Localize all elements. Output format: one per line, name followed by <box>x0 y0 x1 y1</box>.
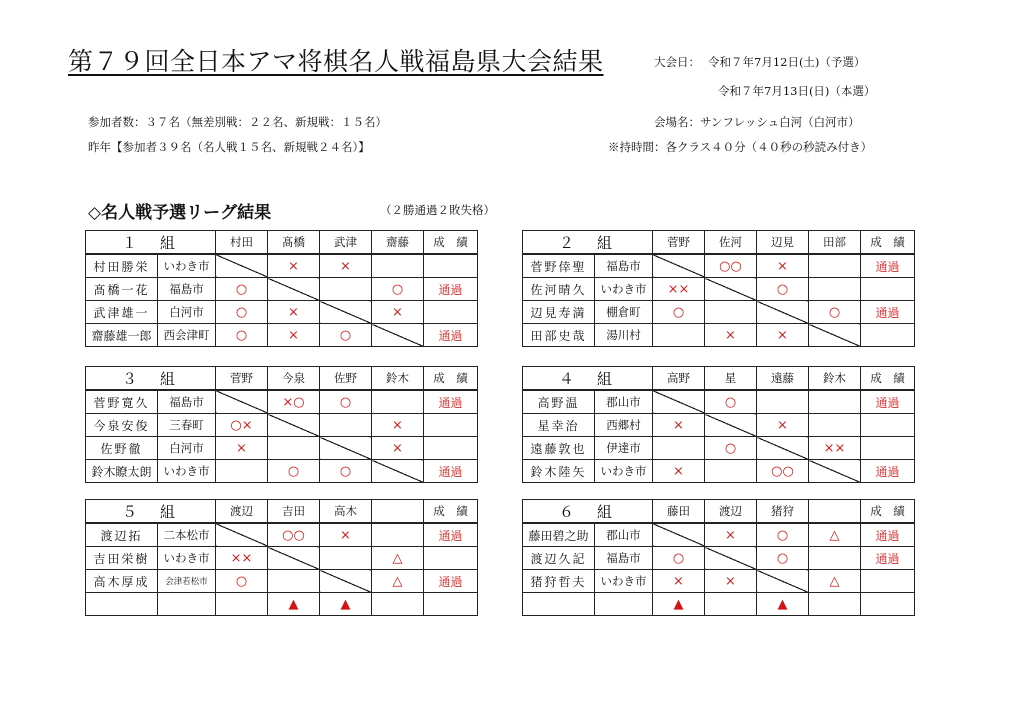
match-result-cell <box>216 460 268 483</box>
match-result-cell: ○ <box>320 390 372 414</box>
player-row <box>86 523 478 547</box>
player-name: 鈴木陸矢 <box>523 460 595 483</box>
match-result-cell <box>216 593 268 616</box>
standing-result: 通過 <box>861 254 915 278</box>
player-city: 郡山市 <box>595 523 653 547</box>
match-result-cell: ○ <box>320 324 372 347</box>
match-result-cell: ○ <box>216 301 268 324</box>
standing-result: 通過 <box>861 523 915 547</box>
player-city: いわき市 <box>158 460 216 483</box>
match-result-cell: ○ <box>216 570 268 593</box>
match-result-cell: ○ <box>653 547 705 570</box>
match-result-cell <box>705 593 757 616</box>
player-city: 白河市 <box>158 301 216 324</box>
player-name: 渡辺久記 <box>523 547 595 570</box>
section-title: ◇名人戦予選リーグ結果 <box>88 203 272 223</box>
league-table-group-1 <box>85 230 478 347</box>
player-name: 鈴木瞭太朗 <box>86 460 158 483</box>
player-name <box>523 593 595 616</box>
match-result-cell <box>705 460 757 483</box>
match-result-cell <box>216 254 268 278</box>
match-result-cell <box>653 437 705 460</box>
match-result-cell: × <box>372 414 424 437</box>
player-row <box>523 254 915 278</box>
opponent-header: 渡辺 <box>705 500 757 524</box>
match-result-cell <box>809 593 861 616</box>
match-result-cell: ○× <box>216 414 268 437</box>
player-city: 伊達市 <box>595 437 653 460</box>
standing-result: 通過 <box>861 460 915 483</box>
triangle-marker: ▲ <box>268 593 320 616</box>
match-result-cell: △ <box>372 570 424 593</box>
result-header: 成 績 <box>861 367 915 391</box>
match-result-cell <box>268 278 320 301</box>
opponent-header: 菅野 <box>653 231 705 255</box>
opponent-header: 髙橋 <box>268 231 320 255</box>
standing-result <box>424 414 478 437</box>
player-city <box>595 593 653 616</box>
match-result-cell: × <box>372 437 424 460</box>
last-year-note: 昨年【参加者３９名（名人戦１５名、新規戦２４名）】 <box>88 140 370 154</box>
opponent-header: 齋藤 <box>372 231 424 255</box>
section-rule: （２勝通過２敗失格） <box>380 203 495 217</box>
match-result-cell <box>372 523 424 547</box>
player-name: 吉田栄樹 <box>86 547 158 570</box>
player-row <box>523 278 915 301</box>
player-city: 福島市 <box>158 278 216 301</box>
group-label: ５ 組 <box>86 500 216 524</box>
match-result-cell <box>320 437 372 460</box>
opponent-header: 渡辺 <box>216 500 268 524</box>
player-row <box>86 278 478 301</box>
match-result-cell <box>809 324 861 347</box>
group-label: ４ 組 <box>523 367 653 391</box>
opponent-header: 辺見 <box>757 231 809 255</box>
player-row <box>86 437 478 460</box>
opponent-header: 高木 <box>320 500 372 524</box>
match-result-cell <box>757 301 809 324</box>
player-city: 白河市 <box>158 437 216 460</box>
match-result-cell: ○ <box>216 278 268 301</box>
match-result-cell: × <box>705 523 757 547</box>
player-name: 猪狩哲夫 <box>523 570 595 593</box>
match-result-cell: × <box>653 570 705 593</box>
match-result-cell: △ <box>809 523 861 547</box>
player-row <box>523 437 915 460</box>
match-result-cell: × <box>268 254 320 278</box>
participants-count: 参加者数：３７名（無差別戦：２２名、新規戦：１５名） <box>88 115 387 129</box>
group-label: １ 組 <box>86 231 216 255</box>
match-result-cell: ○ <box>757 547 809 570</box>
player-row <box>86 570 478 593</box>
player-row <box>523 460 915 483</box>
match-result-cell: ×× <box>216 547 268 570</box>
player-name: 辺見寿満 <box>523 301 595 324</box>
player-row <box>523 570 915 593</box>
opponent-header: 遠藤 <box>757 367 809 391</box>
match-result-cell: × <box>268 301 320 324</box>
player-name: 渡辺拓 <box>86 523 158 547</box>
standing-result <box>861 278 915 301</box>
opponent-header: 星 <box>705 367 757 391</box>
match-result-cell <box>653 254 705 278</box>
match-result-cell: ○ <box>268 460 320 483</box>
player-row <box>86 547 478 570</box>
result-header: 成 績 <box>424 231 478 255</box>
tournament-date-prelim <box>654 54 865 70</box>
date-label: 大会日： <box>654 55 700 69</box>
match-result-cell: × <box>653 414 705 437</box>
standing-result <box>424 437 478 460</box>
standing-result: 通過 <box>861 301 915 324</box>
standing-result <box>861 593 915 616</box>
player-name: 菅野寛久 <box>86 390 158 414</box>
group-label: ６ 組 <box>523 500 653 524</box>
standing-result: 通過 <box>424 390 478 414</box>
player-city: 棚倉町 <box>595 301 653 324</box>
standing-result <box>861 570 915 593</box>
league-table-group-2 <box>522 230 915 347</box>
match-result-cell <box>809 460 861 483</box>
match-result-cell <box>268 570 320 593</box>
league-table-group-3 <box>85 366 478 483</box>
match-result-cell: ×× <box>653 278 705 301</box>
match-result-cell <box>809 547 861 570</box>
opponent-header <box>372 500 424 524</box>
match-result-cell <box>757 390 809 414</box>
standing-result <box>424 547 478 570</box>
standing-result <box>861 324 915 347</box>
match-result-cell <box>809 414 861 437</box>
triangle-marker: ▲ <box>320 593 372 616</box>
date-prelim: 令和７年7月12日(土)（予選） <box>708 55 866 69</box>
player-row <box>523 301 915 324</box>
match-result-cell: × <box>757 414 809 437</box>
standing-result <box>861 437 915 460</box>
triangle-marker: ▲ <box>757 593 809 616</box>
player-name: 佐野徹 <box>86 437 158 460</box>
opponent-header: 高野 <box>653 367 705 391</box>
match-result-cell: ○ <box>705 437 757 460</box>
player-city: 湯川村 <box>595 324 653 347</box>
player-name: 齋藤雄一郎 <box>86 324 158 347</box>
match-result-cell <box>320 278 372 301</box>
match-result-cell <box>757 570 809 593</box>
match-result-cell <box>372 390 424 414</box>
match-result-cell <box>268 547 320 570</box>
page-title: 第７９回全日本アマ将棋名人戦福島県大会結果 <box>68 47 604 76</box>
player-row <box>523 593 915 616</box>
standing-result: 通過 <box>861 547 915 570</box>
league-table-group-5 <box>85 499 478 616</box>
player-row <box>86 254 478 278</box>
opponent-header: 今泉 <box>268 367 320 391</box>
match-result-cell: ○○ <box>268 523 320 547</box>
match-result-cell: ○ <box>705 390 757 414</box>
match-result-cell: ×○ <box>268 390 320 414</box>
player-name: 髙橋一花 <box>86 278 158 301</box>
opponent-header: 武津 <box>320 231 372 255</box>
player-row <box>86 301 478 324</box>
match-result-cell: × <box>268 324 320 347</box>
player-city: 西郷村 <box>595 414 653 437</box>
result-header: 成 績 <box>424 500 478 524</box>
opponent-header: 鈴木 <box>809 367 861 391</box>
standing-result: 通過 <box>424 324 478 347</box>
match-result-cell <box>268 414 320 437</box>
standing-result: 通過 <box>424 523 478 547</box>
player-name: 遠藤敦也 <box>523 437 595 460</box>
match-result-cell <box>653 523 705 547</box>
result-header: 成 績 <box>424 367 478 391</box>
player-name: 武津雄一 <box>86 301 158 324</box>
result-header: 成 績 <box>861 500 915 524</box>
match-result-cell <box>320 547 372 570</box>
opponent-header: 村田 <box>216 231 268 255</box>
opponent-header: 佐河 <box>705 231 757 255</box>
opponent-header: 田部 <box>809 231 861 255</box>
match-result-cell <box>372 324 424 347</box>
match-result-cell: × <box>372 301 424 324</box>
standing-result: 通過 <box>424 278 478 301</box>
league-table-group-6 <box>522 499 915 616</box>
match-result-cell <box>372 460 424 483</box>
match-result-cell: ×× <box>809 437 861 460</box>
opponent-header: 鈴木 <box>372 367 424 391</box>
player-city: いわき市 <box>158 254 216 278</box>
match-result-cell <box>372 254 424 278</box>
player-row <box>86 324 478 347</box>
player-city: 二本松市 <box>158 523 216 547</box>
match-result-cell <box>320 570 372 593</box>
opponent-header <box>809 500 861 524</box>
match-result-cell: ○ <box>809 301 861 324</box>
match-result-cell: ○○ <box>705 254 757 278</box>
match-result-cell: × <box>757 254 809 278</box>
player-name: 村田勝栄 <box>86 254 158 278</box>
player-city: 郡山市 <box>595 390 653 414</box>
match-result-cell: ○ <box>757 523 809 547</box>
venue: 会場名：サンフレッシュ白河（白河市） <box>654 115 860 129</box>
player-city: 西会津町 <box>158 324 216 347</box>
player-name: 佐河晴久 <box>523 278 595 301</box>
player-city: 福島市 <box>595 547 653 570</box>
player-name: 高木厚成 <box>86 570 158 593</box>
match-result-cell: △ <box>809 570 861 593</box>
standing-result: 通過 <box>861 390 915 414</box>
player-row <box>86 593 478 616</box>
player-city: いわき市 <box>158 547 216 570</box>
player-city: 福島市 <box>158 390 216 414</box>
standing-result: 通過 <box>424 570 478 593</box>
match-result-cell: ○ <box>372 278 424 301</box>
match-result-cell <box>809 278 861 301</box>
match-result-cell <box>705 547 757 570</box>
player-city: 福島市 <box>595 254 653 278</box>
player-row <box>86 390 478 414</box>
player-name <box>86 593 158 616</box>
opponent-header: 菅野 <box>216 367 268 391</box>
match-result-cell <box>809 254 861 278</box>
standing-result: 通過 <box>424 460 478 483</box>
match-result-cell <box>809 390 861 414</box>
match-result-cell <box>653 324 705 347</box>
match-result-cell <box>653 390 705 414</box>
standing-result <box>424 593 478 616</box>
player-name: 田部史哉 <box>523 324 595 347</box>
match-result-cell: × <box>653 460 705 483</box>
player-name: 藤田碧之助 <box>523 523 595 547</box>
player-row <box>523 324 915 347</box>
player-row <box>86 460 478 483</box>
player-row <box>523 547 915 570</box>
time-limit: ※持時間：各クラス４０分（４０秒の秒読み付き） <box>608 140 873 154</box>
match-result-cell: ○ <box>216 324 268 347</box>
match-result-cell: × <box>705 324 757 347</box>
match-result-cell: ○ <box>320 460 372 483</box>
match-result-cell: × <box>757 324 809 347</box>
match-result-cell <box>705 414 757 437</box>
player-row <box>523 523 915 547</box>
player-name: 高野温 <box>523 390 595 414</box>
group-label: ３ 組 <box>86 367 216 391</box>
match-result-cell <box>705 278 757 301</box>
player-row <box>86 414 478 437</box>
player-name: 今泉安俊 <box>86 414 158 437</box>
match-result-cell: ○ <box>653 301 705 324</box>
match-result-cell <box>372 593 424 616</box>
result-header: 成 績 <box>861 231 915 255</box>
match-result-cell: × <box>320 254 372 278</box>
triangle-marker: ▲ <box>653 593 705 616</box>
player-row <box>523 390 915 414</box>
player-name: 菅野倖聖 <box>523 254 595 278</box>
player-name: 星幸治 <box>523 414 595 437</box>
player-city: 会津若松市 <box>158 570 216 593</box>
match-result-cell <box>216 390 268 414</box>
match-result-cell <box>757 437 809 460</box>
standing-result <box>424 301 478 324</box>
date-final: 令和７年7月13日(日)（本選） <box>718 84 876 98</box>
standing-result <box>424 254 478 278</box>
player-city: いわき市 <box>595 460 653 483</box>
match-result-cell: ○○ <box>757 460 809 483</box>
match-result-cell <box>320 414 372 437</box>
opponent-header: 吉田 <box>268 500 320 524</box>
opponent-header: 藤田 <box>653 500 705 524</box>
player-row <box>523 414 915 437</box>
match-result-cell <box>705 301 757 324</box>
opponent-header: 猪狩 <box>757 500 809 524</box>
opponent-header: 佐野 <box>320 367 372 391</box>
standing-result <box>861 414 915 437</box>
player-city: いわき市 <box>595 570 653 593</box>
league-table-group-4 <box>522 366 915 483</box>
match-result-cell: △ <box>372 547 424 570</box>
player-city: 三春町 <box>158 414 216 437</box>
match-result-cell <box>216 523 268 547</box>
match-result-cell: ○ <box>757 278 809 301</box>
match-result-cell <box>320 301 372 324</box>
match-result-cell: × <box>216 437 268 460</box>
match-result-cell: × <box>320 523 372 547</box>
player-city: いわき市 <box>595 278 653 301</box>
match-result-cell <box>268 437 320 460</box>
match-result-cell: × <box>705 570 757 593</box>
player-city <box>158 593 216 616</box>
group-label: ２ 組 <box>523 231 653 255</box>
